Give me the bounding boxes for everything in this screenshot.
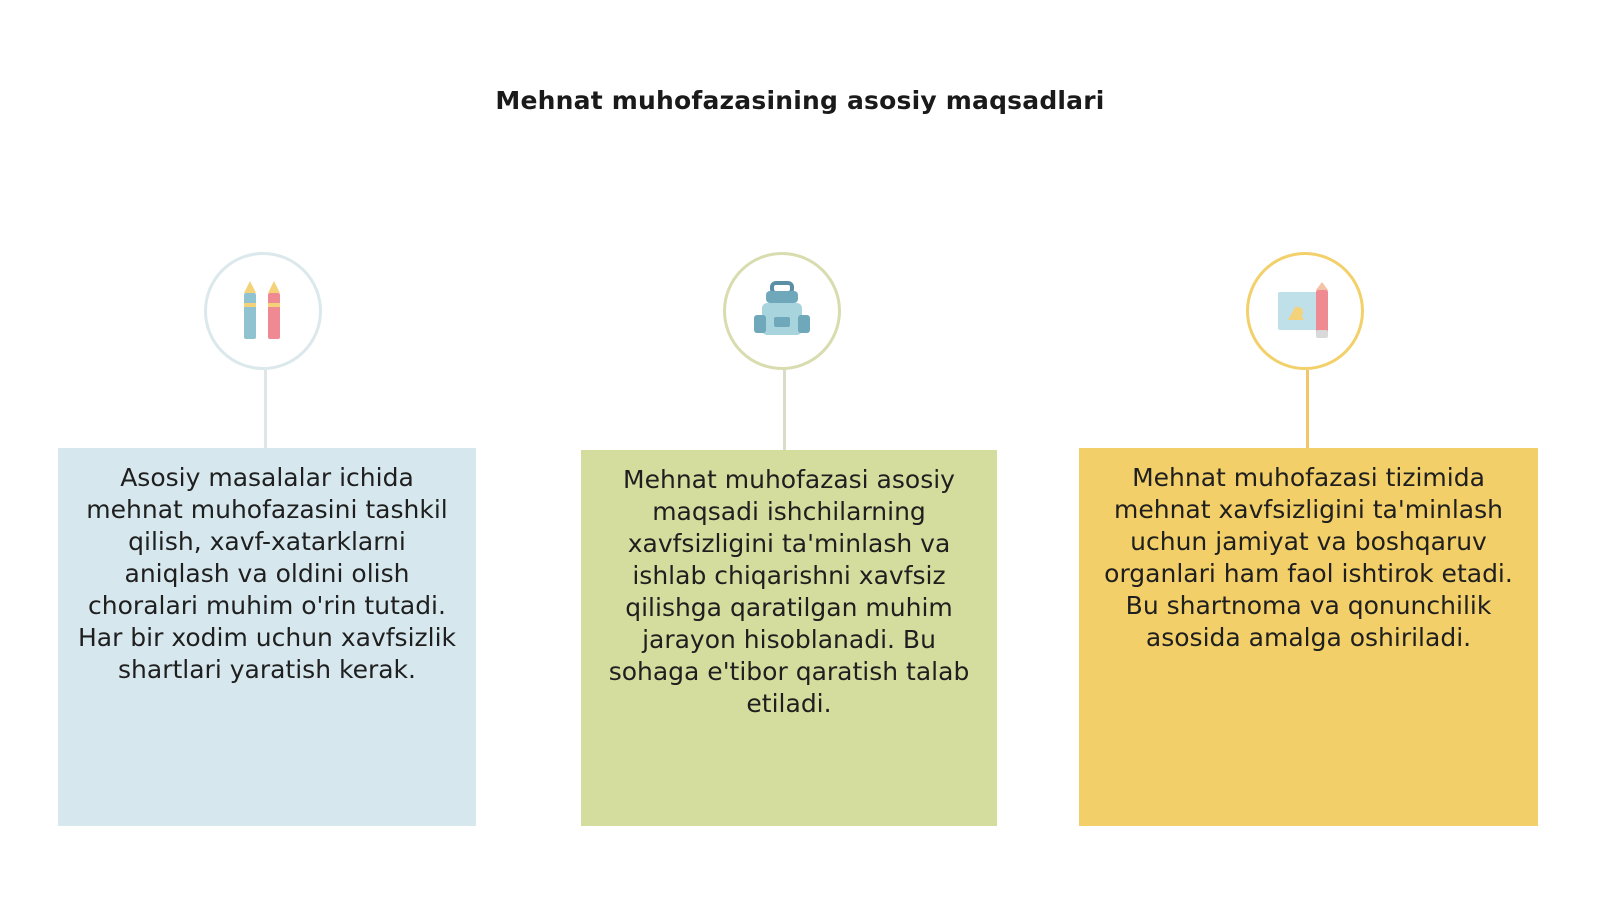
pencils-icon [238,281,288,341]
connector-line-2 [783,370,786,450]
goal-card-text-3: Mehnat muhofazasi tizimida mehnat xavfsizligini ta'minlash uchun jamiyat va boshqaruv organlari ham faol ishtirok etadi. Bu shartnoma va qonunchilik asosida amalga oshiriladi. [1104,463,1513,652]
drawing-icon [1276,282,1334,340]
icon-circle-1 [204,252,322,370]
connector-line-3 [1306,370,1309,448]
goal-card-text-1: Asosiy masalalar ichida mehnat muhofazasini tashkil qilish, xavf-xatarklarni aniqlash va oldini olish choralari muhim o'rin tutadi. Har bir xodim uchun xavfsizlik shartlari yaratish kerak. [77,463,457,684]
goal-card-2 [581,450,997,826]
goal-card-1 [58,448,476,826]
connector-line-1 [264,370,267,448]
page-title: Mehnat muhofazasining asosiy maqsadlari [495,86,1105,115]
goal-card-text-2: Mehnat muhofazasi asosiy maqsadi ishchilarning xavfsizligini ta'minlash va ishlab chiqarishni xavfsiz qilishga qaratilgan muhim jarayon hisoblanadi. Bu sohaga e'tibor qaratish talab etiladi. [608,465,970,718]
goal-card-3 [1079,448,1538,826]
icon-circle-2 [723,252,841,370]
backpack-icon [752,281,812,341]
icon-circle-3 [1246,252,1364,370]
